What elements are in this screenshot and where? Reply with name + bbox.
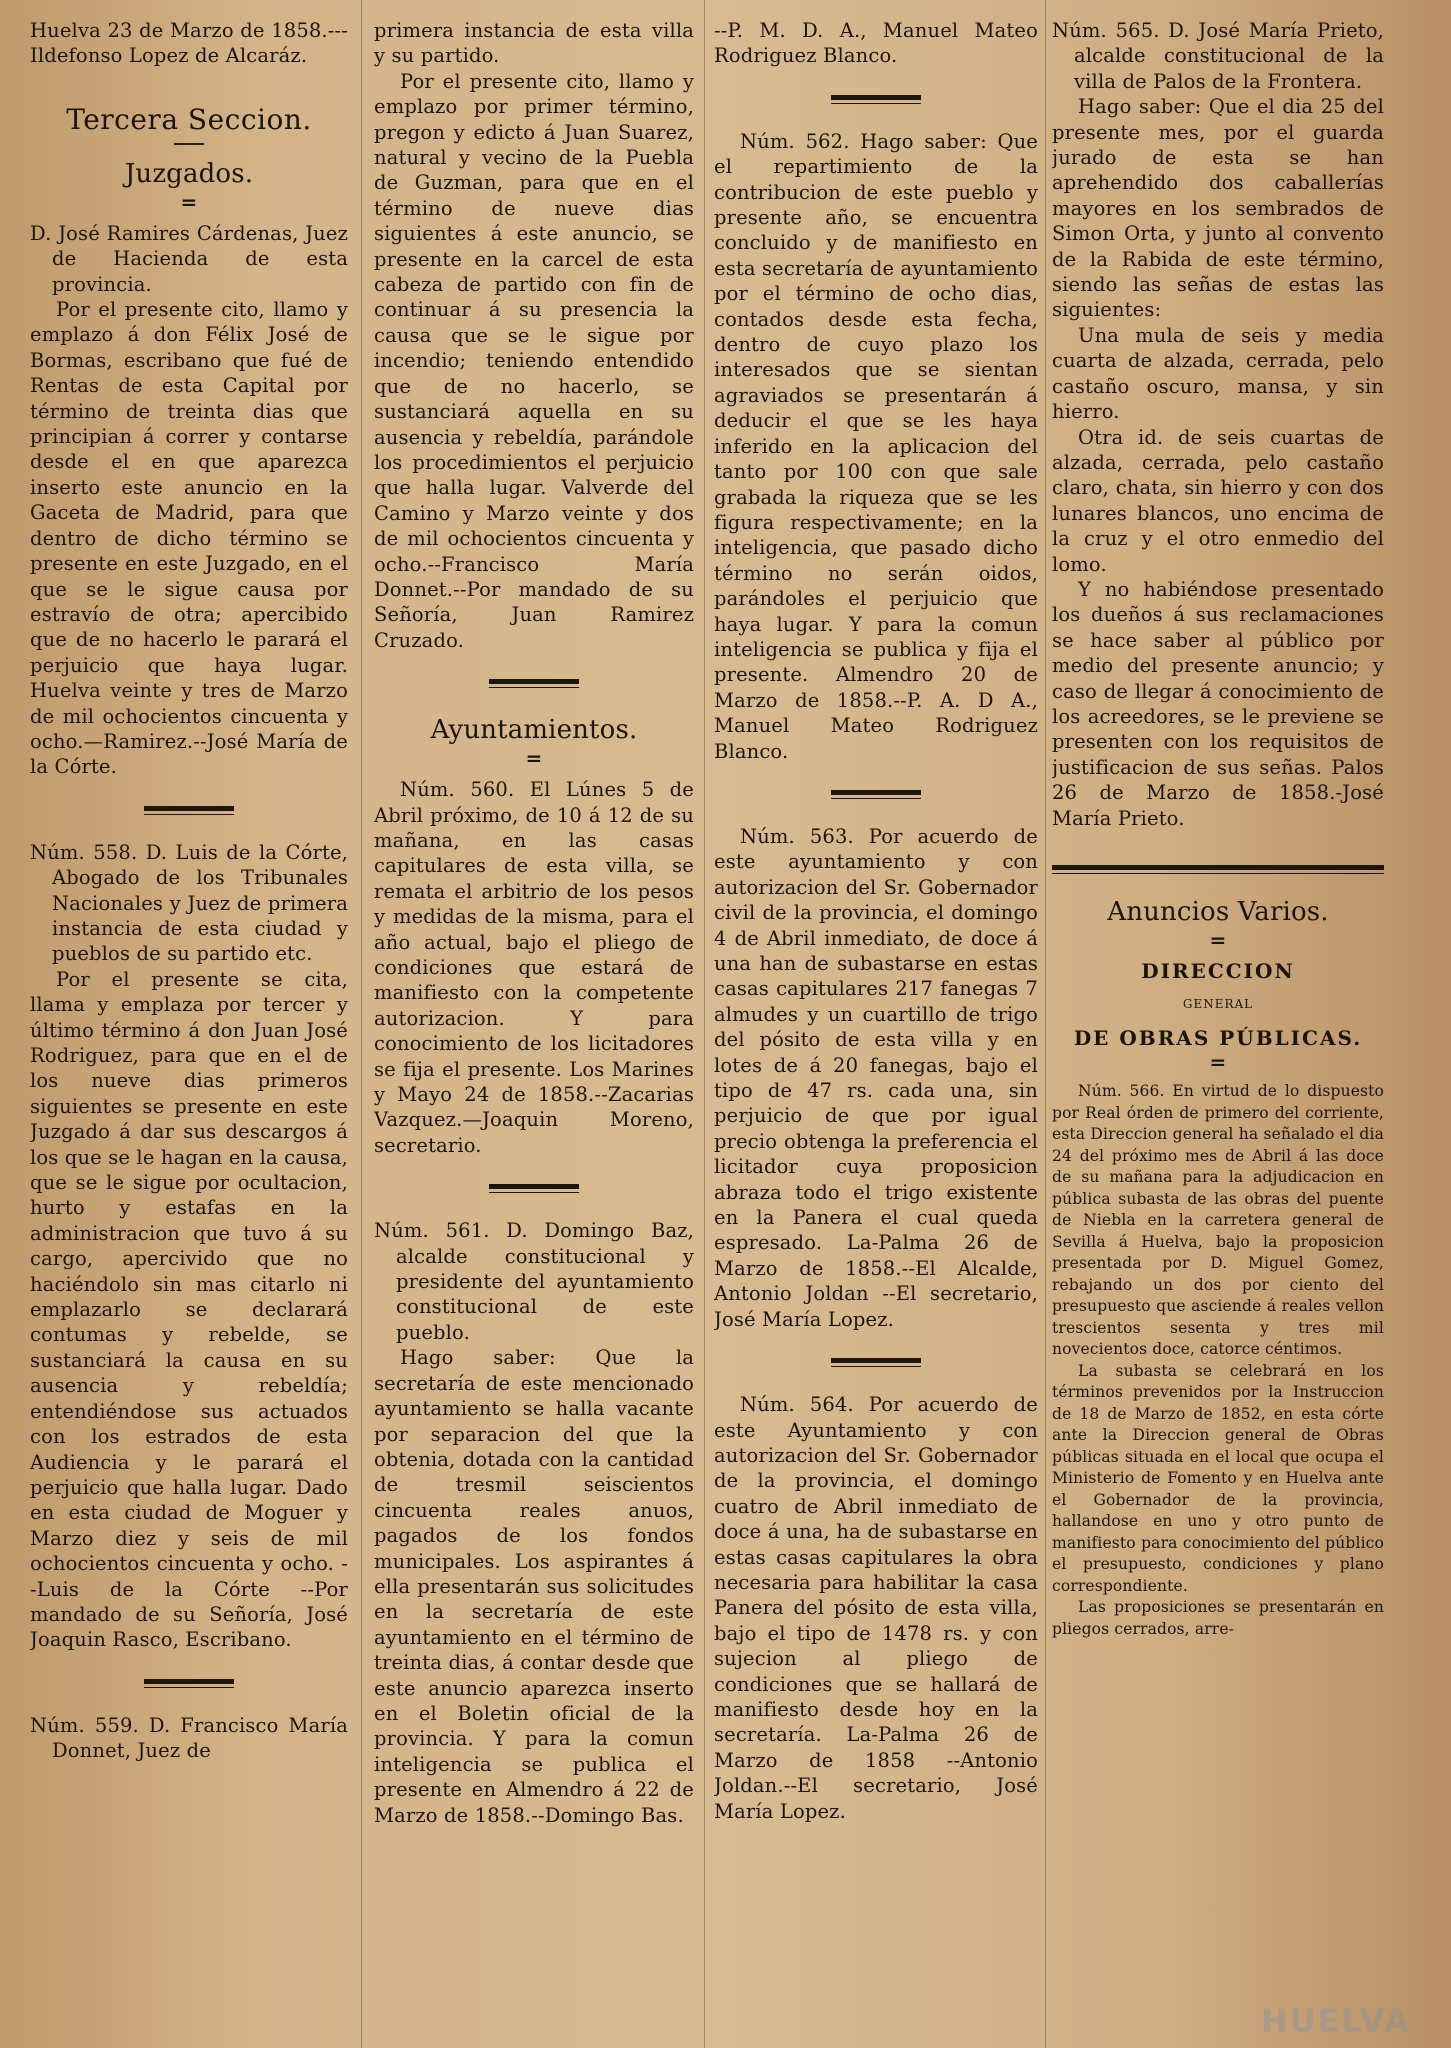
- notice-565-header: Núm. 565. D. José María Prieto, alcalde constitucional de la villa de Palos de la Frontera.: [1052, 19, 1384, 93]
- column-rule: [704, 0, 705, 2048]
- notice-561-body: Hago saber: Que la secretaría de este mencionado ayuntamiento se halla vacante por separacion del que la obtenia, dotada con la cantidad de tresmil seiscientos cincuenta reales anuos, pagados de los fondos municipales. Los aspirantes á ella presentarán sus solicitudes en la secretaría de este ayuntamiento en el término de treinta dias, á contar desde que este anuncio aparezca inserto en el Boletin oficial de la provincia. Y para la comun inteligencia se publica el presente en Almendro á 22 de Marzo de 1858.--Domingo Bas.: [374, 1346, 694, 1827]
- notice-559-continued: primera instancia de esta villa y su partido.: [374, 19, 694, 68]
- general-heading: GENERAL: [1182, 997, 1254, 1012]
- notice-565-item-2: Otra id. de seis cuartas de alzada, cerrada, pelo castaño claro, chata, sin hierro y con dos lunares blancos, uno encima de la cruz y el otro enmedio del lomo.: [1052, 425, 1384, 576]
- notice-566-proposiciones: Las proposiciones se presentarán en pliegos cerrados, arre-: [1052, 1598, 1384, 1638]
- notice-558-header: Núm. 558. D. Luis de la Córte, Abogado de los Tribunales Nacionales y Juez de primera instancia de esta ciudad y pueblos de su partido etc.: [30, 840, 348, 966]
- heading-rule: =: [525, 746, 543, 771]
- notice-559-header: Núm. 559. D. Francisco María Donnet, Juez de: [30, 1713, 348, 1763]
- separator: [144, 802, 234, 818]
- separator-wide: [1052, 861, 1384, 877]
- column-1: [30, 18, 348, 1764]
- separator: [831, 786, 921, 802]
- title-dash: [174, 143, 204, 145]
- notice-566-subasta: La subasta se celebrará en los términos prevenidos por la Instruccion de 18 de Marzo de 1852, en esta córte ante la Direccion general de Obras públicas situada en el local que ocupa el Ministerio de Fomento y en Huelva ante el Gobernador de la provincia, hallandose en uno y otro punto de manifiesto para conocimiento del público el presupuesto, condiciones y plano correspondiente.: [1052, 1361, 1384, 1595]
- separator: [489, 675, 579, 691]
- section-title: Tercera Seccion.: [66, 102, 312, 136]
- separator: [831, 1354, 921, 1370]
- column-3: [714, 18, 1038, 1824]
- notice-561-header: Núm. 561. D. Domingo Baz, alcalde constitucional y presidente del ayuntamiento constitucional de este pueblo.: [374, 1219, 694, 1344]
- column-4: [1052, 18, 1384, 1640]
- heading-rule: =: [1209, 928, 1227, 952]
- notice-565-item-1: Una mula de seis y media cuarta de alzada, cerrada, pelo castaño oscuro, mansa, y sin hierro.: [1052, 323, 1384, 424]
- notice-565-body: Hago saber: Que el dia 25 del presente mes, por el guarda jurado de esta se han aprehendido dos caballerías mayores en los sembrados de Simon Orta, y junto al convento de la Rabida de este término, siendo las señas de estas las siguientes:: [1052, 95, 1384, 322]
- column-rule: [361, 0, 362, 2048]
- column-2: [374, 18, 694, 1828]
- anuncios-heading: Anuncios Varios.: [1107, 897, 1329, 927]
- obras-heading: DE OBRAS PÚBLICAS.: [1073, 1025, 1363, 1050]
- separator: [489, 1180, 579, 1196]
- separator: [144, 1675, 234, 1691]
- column-rule: [1045, 0, 1046, 2048]
- notice-559-body: Por el presente cito, llamo y emplazo por primer término, pregon y edicto á Juan Suarez, natural y vecino de la Puebla de Guzman, para que en el término de nueve dias siguientes á este anuncio, se presente en la carcel de esta cabeza de partido con fin de continuar á su presencia la causa que se le sigue por incendio; teniendo entendido que de no hacerlo, se sustanciará aquella en su ausencia y rebeldía, parándole los procedimientos el perjuicio que halla lugar. Valverde del Camino y Marzo veinte y dos de mil ochocientos cincuenta y ocho.--Francisco María Donnet.--Por mandado de su Señoría, Juan Ramirez Cruzado.: [374, 69, 694, 652]
- heading-rule: =: [180, 189, 198, 214]
- notice-562: Núm. 562. Hago saber: Que el repartimiento de la contribucion de este pueblo y presente año, se encuentra concluido y de manifiesto en esta secretaría de ayuntamiento por el término de ocho dias, contados desde esta fecha, dentro de cuyo plazo los interesados que se sientan agraviados se presentarán á deducir el que se les haya inferido en la aplicacion del tanto por 100 con que sale grabada la riqueza que se les figura respectivamente; en la inteligencia, que pasado dicho término no serán oidos, parándoles el perjuicio que haya lugar. Y para la comun inteligencia se publica y fija el presente. Almendro 20 de Marzo de 1858.--P. A. D A., Manuel Mateo Rodriguez Blanco.: [714, 129, 1038, 763]
- notice-558-body: Por el presente se cita, llama y emplaza por tercer y último término á don Juan José Rodriguez, para que en el de los nueve dias primeros siguientes se presente en este Juzgado á dar sus descargos á los que se le hagan en la causa, que se le sigue por ocultacion, hurto y estafas en la administracion que tuvo á su cargo, apercivido que no haciéndolo sin mas citarlo ni emplazarlo se declarará contumas y rebelde, se sustanciará la causa en su ausencia y rebeldía; entendiéndose sus actuados con los estrados de esta Audiencia y le parará el perjuicio que halla lugar. Dado en esta ciudad de Moguer y Marzo diez y seis de mil ochocientos cincuenta y ocho. --Luis de la Córte --Por mandado de su Señoría, José Joaquin Rasco, Escribano.: [30, 967, 348, 1652]
- direccion-heading: DIRECCION: [1141, 959, 1295, 983]
- notice-body: Por el presente cito, llamo y emplazo á don Félix José de Bormas, escribano que fué de Rentas de esta Capital por término de treinta dias que principian á correr y contarse desde el en que aparezca inserto este anuncio en la Gaceta de Madrid, para que dentro de dicho término se presente en este Juzgado, en el que se le sigue causa por estravío de otra; apercibido que de no hacerlo le parará el perjuicio que haya lugar. Huelva veinte y tres de Marzo de mil ochocientos cincuenta y ocho.—Ramirez.--José María de la Córte.: [30, 298, 348, 779]
- notice-560: Núm. 560. El Lúnes 5 de Abril próximo, de 10 á 12 de su mañana, en las casas capitulares de esta villa, se remata el arbitrio de los pesos y medidas de la misma, para el año actual, bajo el pliego de condiciones que estará de manifiesto con la competente autorizacion. Y para conocimiento de los licitadores se fija el presente. Los Marines y Mayo 24 de 1858.--Zacarias Vazquez.—Joaquin Moreno, secretario.: [374, 778, 694, 1157]
- notice-564: Núm. 564. Por acuerdo de este Ayuntamiento y con autorizacion del Sr. Gobernador de la provincia, el domingo cuatro de Abril inmediato de doce á una, ha de subastarse en estas casas capitulares la obra necesaria para habilitar la casa Panera del pósito de esta villa, bajo el tipo de 1478 rs. y con sujecion al pliego de condiciones que se hallará de manifiesto desde hoy en la secretaría. La-Palma 26 de Marzo de 1858 --Antonio Joldan.--El secretario, José María Lopez.: [714, 1393, 1038, 1823]
- heading-rule: =: [1209, 1050, 1227, 1075]
- notice-565-closing: Y no habiéndose presentado los dueños á sus reclamaciones se hace saber al público por medio del presente anuncio; y caso de llegar á conocimiento de los acreedores, se le previene se presenten con los requisitos de justificacion de sus señas. Palos 26 de Marzo de 1858.-José María Prieto.: [1052, 577, 1384, 830]
- notice-563: Núm. 563. Por acuerdo de este ayuntamiento y con autorizacion del Sr. Gobernador civil de la provincia, el domingo 4 de Abril inmediato, de doce á una han de subastarse en estas casas capitulares 217 fanegas 7 almudes y un cuartillo de trigo del pósito de esta villa y en lotes de á 20 fanegas, bajo el tipo de 47 rs. cada una, sin perjuicio de que por igual precio obtenga la preferencia el licitador cuya proposicion abraza todo el trigo existente en la Panera el cual queda espresado. La-Palma 26 de Marzo de 1858.--El Alcalde, Antonio Joldan --El secretario, José María Lopez.: [714, 824, 1038, 1331]
- separator: [831, 91, 921, 107]
- ayuntamientos-heading: Ayuntamientos.: [430, 715, 638, 746]
- notice-561-signature: --P. M. D. A., Manuel Mateo Rodriguez Blanco.: [714, 19, 1038, 68]
- juzgados-heading: Juzgados.: [124, 158, 254, 189]
- notice-header: D. José Ramires Cárdenas, Juez de Hacienda de esta provincia.: [30, 221, 348, 296]
- archive-watermark: HUELVA: [1261, 2002, 1411, 2040]
- notice-566: Núm. 566. En virtud de lo dispuesto por Real órden de primero del corriente, esta Direccion general ha señalado el dia 24 del próximo mes de Abril á las doce de su mañana para la adjudicacion en pública subasta de las obras del puente de Niebla en la carretera general de Sevilla á Huelva, bajo la proposicion presentada por D. Miguel Gomez, rebajando un dos por ciento del presupuesto que asciende á reales vellon trescientos sesenta y tres mil novecientos doce, catorce céntimos.: [1052, 1082, 1384, 1359]
- col1-closing-line: Huelva 23 de Marzo de 1858.---Ildefonso Lopez de Alcaráz.: [30, 19, 348, 68]
